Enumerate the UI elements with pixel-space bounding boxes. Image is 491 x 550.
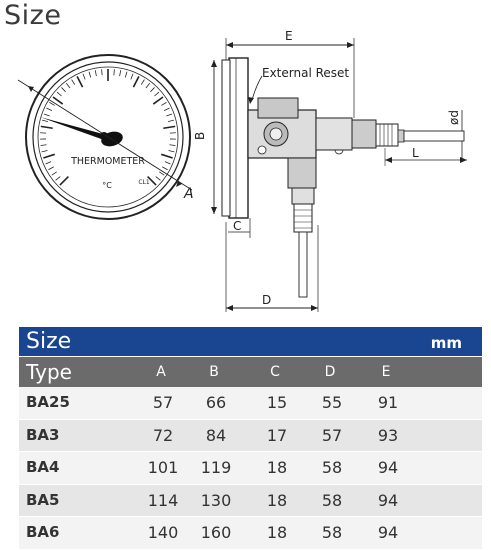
table-row bbox=[19, 517, 482, 550]
cell-type: BA6 bbox=[26, 523, 60, 541]
cell-d: 57 bbox=[321, 425, 343, 445]
external-reset-label: External Reset bbox=[262, 66, 350, 80]
header-b: B bbox=[209, 364, 219, 380]
cell-e: 94 bbox=[377, 523, 399, 542]
header-a: A bbox=[156, 364, 166, 380]
size-table bbox=[19, 327, 482, 550]
gauge-front-view bbox=[18, 55, 194, 219]
cell-e: 91 bbox=[377, 393, 399, 412]
cell-e: 94 bbox=[377, 458, 399, 477]
cell-d: 58 bbox=[321, 458, 343, 477]
cell-a: 57 bbox=[152, 393, 174, 412]
cell-type: BA4 bbox=[26, 458, 60, 476]
cell-b: 130 bbox=[200, 490, 232, 510]
gauge-side-view bbox=[193, 29, 467, 312]
cell-b: 66 bbox=[205, 393, 227, 412]
cell-c: 18 bbox=[266, 523, 288, 542]
cell-d: 55 bbox=[321, 393, 343, 412]
cell-b: 160 bbox=[200, 523, 232, 542]
table-title-bar bbox=[19, 327, 482, 356]
table-unit: mm bbox=[430, 334, 462, 352]
table-header-row bbox=[19, 357, 482, 387]
dial-tick bbox=[102, 69, 103, 75]
cell-type: BA3 bbox=[26, 425, 60, 444]
header-type: Type bbox=[26, 360, 72, 384]
table-row bbox=[19, 387, 482, 420]
dim-label-d-small: ød bbox=[447, 110, 461, 125]
header-d: D bbox=[324, 364, 336, 380]
cell-c: 18 bbox=[266, 490, 288, 510]
cell-e: 93 bbox=[377, 425, 399, 445]
dial-tick bbox=[114, 69, 115, 75]
table-row bbox=[19, 420, 482, 453]
header-e: E bbox=[381, 364, 391, 380]
cell-type: BA25 bbox=[26, 393, 70, 411]
cell-c: 15 bbox=[266, 393, 288, 412]
unit-symbol: °C bbox=[102, 181, 112, 190]
dim-label-e: E bbox=[285, 29, 293, 43]
table-body bbox=[19, 387, 482, 550]
class-mark: CL1 bbox=[138, 179, 150, 186]
header-c: C bbox=[270, 364, 280, 380]
cell-c: 18 bbox=[266, 458, 288, 477]
cell-a: 72 bbox=[152, 425, 174, 445]
cell-d: 58 bbox=[321, 490, 343, 510]
dim-label-d: D bbox=[262, 293, 272, 307]
cell-b: 84 bbox=[205, 425, 227, 445]
cell-a: 140 bbox=[147, 523, 179, 542]
cell-d: 58 bbox=[321, 523, 343, 542]
cell-e: 94 bbox=[377, 490, 399, 510]
cell-type: BA5 bbox=[26, 490, 60, 509]
cell-a: 114 bbox=[147, 490, 179, 510]
cell-c: 17 bbox=[266, 425, 288, 445]
dim-label-c: C bbox=[233, 219, 242, 233]
gauge-label: THERMOMETER bbox=[71, 156, 145, 167]
table-row bbox=[19, 452, 482, 485]
dim-label-l: L bbox=[412, 146, 419, 160]
page-title: Size bbox=[4, 0, 62, 31]
table-title: Size bbox=[26, 329, 72, 354]
cell-b: 119 bbox=[200, 458, 232, 477]
dim-label-a: A bbox=[184, 186, 194, 202]
cell-a: 101 bbox=[147, 458, 179, 477]
table-row bbox=[19, 485, 482, 518]
dim-label-b: B bbox=[193, 131, 207, 140]
